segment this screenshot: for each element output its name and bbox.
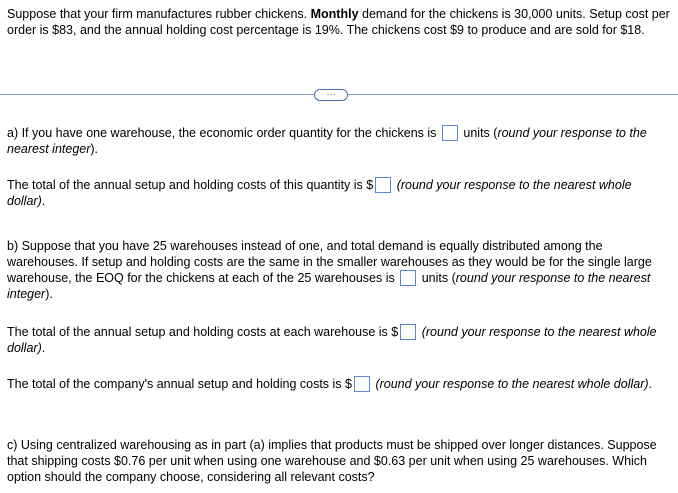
- answer-input-a-total-cost[interactable]: [375, 177, 391, 193]
- units-label: units (: [421, 271, 456, 285]
- question-b-eoq: [7, 238, 671, 302]
- punctuation: ).: [90, 142, 99, 156]
- intro-text-1: Suppose that your firm manufactures rubber chickens.: [7, 7, 311, 21]
- question-a-eoq: [7, 125, 671, 157]
- question-a-eoq-text: a) If you have one warehouse, the economic order quantity for the chickens is: [7, 126, 437, 140]
- punctuation: .: [41, 341, 46, 355]
- question-b-company-cost-text: The total of the company's annual setup and holding costs is $: [7, 377, 352, 391]
- units-label: units (: [463, 126, 498, 140]
- question-b-company-cost: [7, 376, 671, 392]
- expand-more-button[interactable]: ···: [314, 89, 348, 101]
- question-b-warehouse-cost-text: The total of the annual setup and holding costs at each warehouse is $: [7, 325, 399, 339]
- question-a-total-cost: [7, 177, 671, 209]
- question-c: c) Using centralized warehousing as in part (a) implies that products must be shipped over longer distances. Suppose that shipping costs $0.76 per unit when using one warehouse and $0.63 per unit when using 25 warehouses. Which option should the company choose, considering all relevant costs?: [7, 438, 657, 484]
- rounding-hint: (round your response to the nearest whole dollar): [7, 178, 632, 208]
- problem-intro: [7, 6, 671, 38]
- question-b-warehouse-cost: [7, 324, 671, 356]
- answer-input-b-company-cost[interactable]: [354, 376, 370, 392]
- punctuation: ).: [45, 287, 53, 301]
- question-b-eoq-text: b) Suppose that you have 25 warehouses instead of one, and total demand is equally distributed among the warehouses. If setup and holding costs are the same in the smaller warehouses as they would be for the single large warehouse, the EOQ for the chickens at each of the 25 warehouses is: [7, 239, 652, 285]
- intro-text-2: demand for the chickens is 30,000 units. Setup cost per order is $83, and the annual holding cost percentage is 19%. The chickens cost $9 to produce and are sold for $18.: [7, 7, 670, 37]
- punctuation: .: [41, 194, 46, 208]
- punctuation: .: [648, 377, 653, 391]
- question-a-total-cost-text: The total of the annual setup and holding costs of this quantity is $: [7, 178, 374, 192]
- rounding-hint: (round your response to the nearest whole dollar): [375, 377, 649, 391]
- answer-input-b-eoq[interactable]: [400, 270, 416, 286]
- answer-input-b-warehouse-cost[interactable]: [400, 324, 416, 340]
- rounding-hint: (round your response to the nearest whole dollar): [7, 325, 657, 355]
- intro-bold-monthly: Monthly: [310, 7, 359, 21]
- answer-input-a-eoq[interactable]: [442, 125, 458, 141]
- rounding-hint: round your response to the nearest integer: [7, 126, 647, 156]
- rounding-hint: round your response to the nearest integer: [7, 271, 651, 301]
